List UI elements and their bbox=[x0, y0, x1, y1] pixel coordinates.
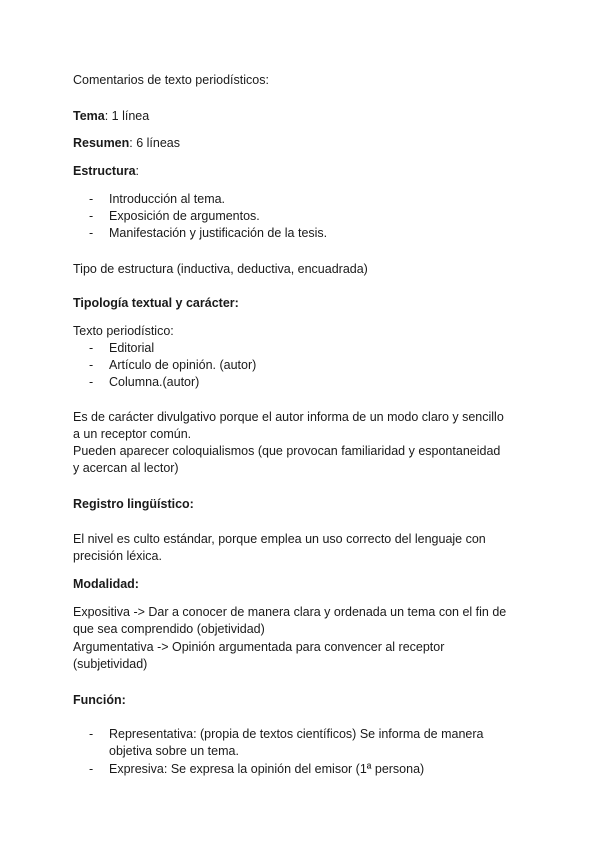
estructura-item: Manifestación y justificación de la tesis. bbox=[109, 226, 328, 240]
bullet-dash: - bbox=[89, 209, 94, 223]
tema-label: Tema bbox=[73, 109, 105, 123]
document-title: Comentarios de texto periodísticos: bbox=[73, 73, 269, 87]
tipologia-para-line: Pueden aparecer coloquialismos (que provocan familiaridad y espontaneidad bbox=[73, 444, 501, 458]
registro-para-line: El nivel es culto estándar, porque emplea un uso correcto del lenguaje con bbox=[73, 532, 486, 546]
bullet-dash: - bbox=[89, 226, 94, 240]
estructura-item: Exposición de argumentos. bbox=[109, 209, 260, 223]
estructura-item: Introducción al tema. bbox=[109, 192, 226, 206]
funcion-item: Expresiva: Se expresa la opinión del emisor (1ª persona) bbox=[109, 762, 425, 776]
bullet-dash: - bbox=[89, 358, 94, 372]
estructura-label: Estructura bbox=[73, 164, 136, 178]
modalidad-heading: Modalidad: bbox=[73, 577, 139, 591]
funcion-item-continuation: objetiva sobre un tema. bbox=[109, 744, 239, 758]
tipologia-item: Columna.(autor) bbox=[109, 375, 200, 389]
tema-line bbox=[73, 107, 149, 125]
tipologia-item: Artículo de opinión. (autor) bbox=[109, 358, 257, 372]
resumen-label: Resumen bbox=[73, 136, 130, 150]
bullet-dash: - bbox=[89, 727, 94, 741]
modalidad-para-line: Expositiva -> Dar a conocer de manera clara y ordenada un tema con el fin de bbox=[73, 605, 507, 619]
funcion-item: Representativa: (propia de textos científicos) Se informa de manera bbox=[109, 727, 484, 741]
registro-heading: Registro lingüístico: bbox=[73, 497, 194, 511]
tipologia-para-line: a un receptor común. bbox=[73, 427, 192, 441]
estructura-line bbox=[73, 162, 139, 180]
tipologia-para-line: y acercan al lector) bbox=[73, 461, 179, 475]
modalidad-para-line: Argumentativa -> Opinión argumentada para convencer al receptor bbox=[73, 640, 445, 654]
tipologia-heading: Tipología textual y carácter: bbox=[73, 296, 239, 310]
tipologia-para-line: Es de carácter divulgativo porque el autor informa de un modo claro y sencillo bbox=[73, 410, 504, 424]
resumen-value: : 6 líneas bbox=[129, 136, 181, 150]
estructura-colon: : bbox=[135, 164, 140, 178]
tipologia-item: Editorial bbox=[109, 341, 155, 355]
bullet-dash: - bbox=[89, 762, 94, 776]
tipologia-intro: Texto periodístico: bbox=[73, 324, 174, 338]
bullet-dash: - bbox=[89, 341, 94, 355]
registro-para-line: precisión léxica. bbox=[73, 549, 162, 563]
bullet-dash: - bbox=[89, 375, 94, 389]
tema-value: : 1 línea bbox=[104, 109, 150, 123]
modalidad-para-line: que sea comprendido (objetividad) bbox=[73, 622, 265, 636]
resumen-line bbox=[73, 134, 180, 152]
bullet-dash: - bbox=[89, 192, 94, 206]
modalidad-para-line: (subjetividad) bbox=[73, 657, 148, 671]
funcion-heading: Función: bbox=[73, 693, 126, 707]
tipo-estructura: Tipo de estructura (inductiva, deductiva, encuadrada) bbox=[73, 262, 368, 276]
